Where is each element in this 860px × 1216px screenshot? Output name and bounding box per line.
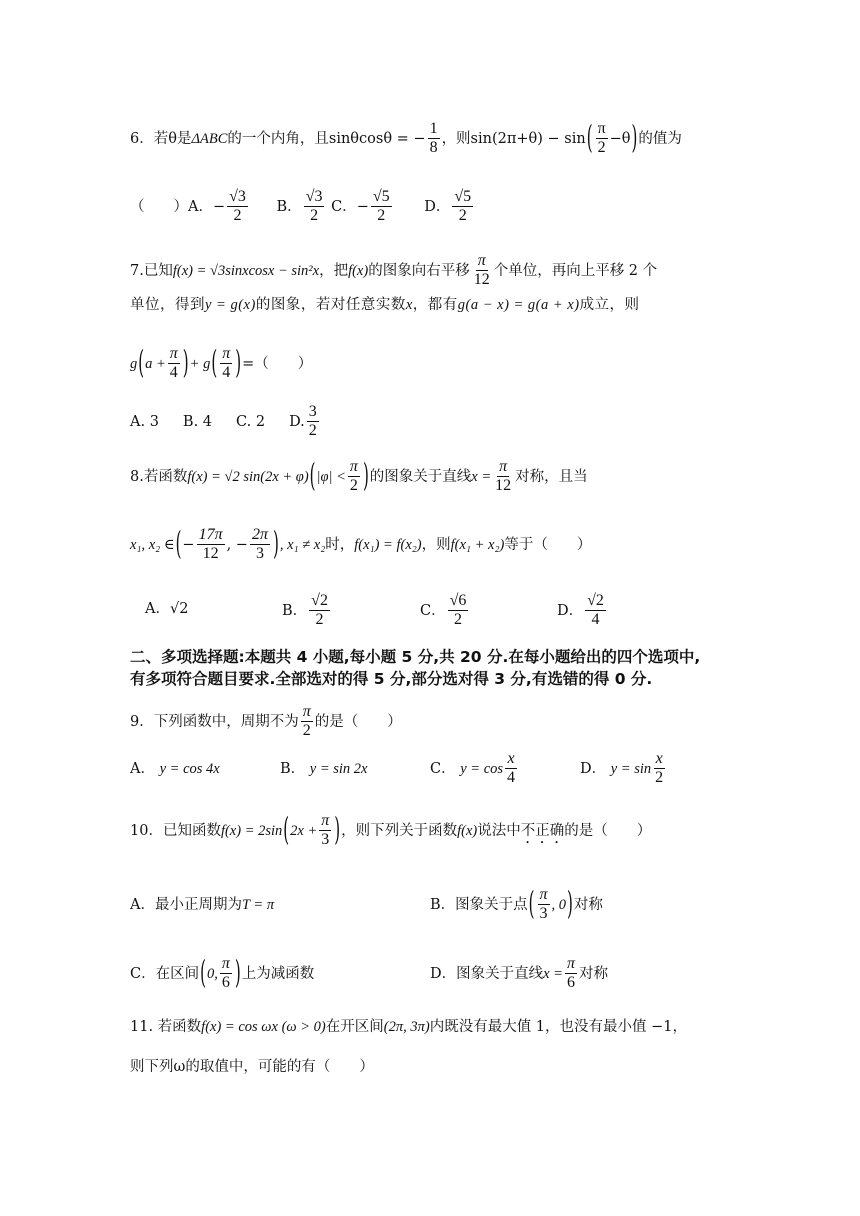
- q6-C-sign: −: [356, 198, 369, 215]
- q9-option-B: B．: [280, 761, 306, 777]
- q8-option-C-wrap: [420, 592, 470, 630]
- q7-options: [130, 403, 321, 441]
- q10-option-B-frac: $\frac{\pi}{3}$: [539, 886, 548, 923]
- q8-frac3: $\frac{17\pi}{12}$: [198, 526, 223, 563]
- q8-l1f: 对称，且当: [515, 468, 588, 485]
- q7-option-D: D.: [289, 413, 305, 430]
- q6-arg-tail: −θ: [609, 130, 631, 147]
- q11-line1: [130, 1020, 687, 1035]
- q7-frac2: $\frac{\pi}{4}$: [222, 345, 231, 382]
- q8-x1x2: x₁, x₂ ∈: [130, 536, 175, 553]
- q9-option-C: C．: [430, 760, 456, 777]
- q7-l1c: ，把: [319, 262, 349, 279]
- q9-option-B-value: y = sin 2x: [309, 761, 368, 777]
- q8-option-A-wrap: [145, 602, 188, 617]
- q10-emphasis: 不正确: [520, 822, 565, 839]
- q8-option-A: A．: [145, 601, 170, 617]
- q8-option-B-frac: $\frac{√2}{2}$: [311, 592, 328, 629]
- q10-option-C-head: 0,: [206, 965, 218, 982]
- q8-fsum: f(x₁ + x₂): [450, 536, 505, 553]
- q6-C-label: C．: [331, 198, 357, 215]
- q7-fx: f(x): [348, 262, 369, 279]
- q9-option-A-value: y = cos 4x: [159, 761, 220, 777]
- q7-shift-fraction: $\frac{\pi}{12}$: [473, 252, 490, 289]
- q8-option-C: C．: [420, 602, 446, 619]
- q7-option-C: C. 2: [236, 413, 266, 430]
- q11-a: 11. 若函数: [130, 1019, 202, 1035]
- q8-option-B: B．: [282, 602, 308, 619]
- q8-line2: x₁, x₂ ∈(− $\frac{17\pi}{12}$ , − $\frac{2\pi}{3}$ ), x₁ ≠ x₂时，f(x₁) = f(x₂)，则f(x₁ + x₂)等于（ ）: [130, 524, 592, 563]
- q10-option-C-frac: $\frac{\pi}{6}$: [221, 955, 230, 992]
- q9-option-D-frac: $\frac{x}{2}$: [655, 750, 664, 787]
- q9-frac: $\frac{\pi}{2}$: [302, 703, 311, 740]
- q7-plus-g: + g: [189, 355, 211, 372]
- q10-option-A-value: T = π: [241, 897, 275, 913]
- q10-option-D: D．图象关于直线: [430, 965, 544, 982]
- q11-e: 内既没有最大值 1，也没有最小值 −1，: [429, 1019, 688, 1035]
- q8-l2g: 等于（ ）: [504, 536, 592, 553]
- q8-l1d: 的图象关于直线: [369, 468, 472, 485]
- q10-option-A: A．最小正周期为: [130, 897, 242, 913]
- q7-option-D-frac: $\frac{3}{2}$: [308, 403, 317, 440]
- q6-B-label: B．: [276, 198, 302, 215]
- q7-option-B: B. 4: [182, 413, 213, 430]
- q10-option-D-wrap: [430, 955, 608, 993]
- q8-option-D: D．: [557, 602, 584, 619]
- q10-fx: f(x): [457, 822, 478, 839]
- q10-option-C-wrap: C．在区间(0, $\frac{\pi}{6}$ )上为减函数: [130, 953, 315, 992]
- q7-l1f: 个单位，再向上平移 2 个: [493, 262, 658, 279]
- q9-option-A: A．: [130, 761, 155, 777]
- q9-option-D: D．: [580, 760, 607, 777]
- q7-l2e: ，都有: [412, 297, 458, 313]
- q10-option-B-wrap: B．图象关于点( $\frac{\pi}{3}$ , 0)对称: [430, 884, 603, 923]
- q8-line1: 8.若函数f(x) = √2 sin(2x + φ)(|φ| < $\frac{\pi}{2}$ )的图象关于直线x = $\frac{\pi}{12}$ 对称，且当: [130, 456, 588, 495]
- q7-l1e: 的图象向右平移: [368, 262, 470, 279]
- q9-option-C-frac: $\frac{x}{4}$: [507, 750, 516, 787]
- q6-option-D: $\frac{√5}{2}$: [454, 188, 472, 225]
- q10-option-C-end: 上为减函数: [241, 965, 315, 982]
- q10-option-D-value: x =: [543, 965, 563, 982]
- q10-option-D-end: 对称: [579, 965, 608, 982]
- q7-a-plus: a +: [145, 355, 166, 372]
- q8-x-eq: x =: [471, 468, 492, 485]
- q6-blank: （ ）A．: [130, 198, 213, 215]
- q10-option-B-end: 对称: [573, 896, 603, 913]
- q10-stem: 10．已知函数f(x) = 2sin(2x + $\frac{\pi}{3}$ )，则下列关于函数f(x)说法中不正确的是（ ）: [130, 810, 652, 849]
- q6-D-label: D．: [424, 198, 451, 215]
- q7-l3d: =（ ）: [242, 355, 313, 372]
- q7-option-A: A. 3: [130, 413, 159, 430]
- q7-l2a: 单位，得到: [130, 297, 205, 313]
- section2-heading-line2: 有多项符合题目要求.全部选对的得 5 分,部分选对得 3 分,有选错的得 0 分.: [130, 670, 653, 688]
- q8-option-C-frac: $\frac{√6}{2}$: [449, 592, 467, 629]
- q8-l1a: 8.若函数: [130, 468, 188, 485]
- q8-option-D-wrap: [557, 592, 608, 630]
- q6-option-B: $\frac{√3}{2}$: [305, 188, 323, 225]
- q7-g1: g: [130, 355, 138, 372]
- q6-suffix: 的值为: [638, 130, 682, 147]
- q9-option-D-value: y = sin: [610, 760, 652, 777]
- q8-option-D-frac: $\frac{√2}{4}$: [587, 592, 604, 629]
- q9-option-D-wrap: [580, 750, 667, 788]
- q10-arg: 2x +: [290, 822, 318, 839]
- q8-frac2: $\frac{\pi}{12}$: [495, 458, 512, 495]
- q9-stem: [130, 703, 402, 741]
- q8-equal: f(x₁) = f(x₂): [354, 536, 422, 553]
- q9-stem-a: 9．下列函数中，周期不为: [130, 713, 299, 730]
- q7-line2: [130, 298, 640, 313]
- q8-l2c: 时，: [325, 536, 355, 553]
- q6-arg-fraction: $\frac{\pi}{2}$: [597, 120, 606, 157]
- q11-line2: 则下列ω的取值中，可能的有（ ）: [130, 1059, 374, 1075]
- q7-line3: g(a + $\frac{\pi}{4}$ )+ g( $\frac{\pi}{4}$ )=（ ）: [130, 343, 313, 382]
- q9-stem-b: 的是（ ）: [314, 713, 402, 730]
- section2-heading-line1: 二、多项选择题:本题共 4 小题,每小题 5 分,共 20 分.在每小题给出的四个选项中,: [130, 648, 701, 666]
- q6-fraction: $\frac{1}{8}$: [429, 120, 438, 157]
- q8-option-A-value: √2: [169, 601, 189, 617]
- q6-mid2: ，则sin(2π+θ) − sin: [441, 130, 586, 147]
- q11-interval: (2π, 3π): [383, 1019, 430, 1035]
- q10-option-B: B．图象关于点: [430, 896, 528, 913]
- q10-f: 的是（ ）: [564, 822, 652, 839]
- q9-option-A-wrap: [130, 762, 220, 777]
- q9-option-C-wrap: [430, 750, 519, 788]
- q9-option-C-value: y = cos: [460, 760, 504, 777]
- q10-e: 说法中: [477, 822, 521, 839]
- q8-option-B-wrap: [282, 592, 332, 630]
- q8-phi-bound: |φ| <: [316, 468, 346, 485]
- q10-option-C: C．在区间: [130, 965, 200, 982]
- q6-prefix: 6．若θ是: [130, 130, 192, 147]
- q7-l2c: 的图象，若对任意实数: [255, 297, 406, 313]
- q6-option-A: $\frac{√3}{2}$: [229, 188, 246, 225]
- q8-neq: , x₁ ≠ x₂: [279, 536, 326, 553]
- q8-frac4: $\frac{2\pi}{3}$: [251, 526, 268, 563]
- q11-function: f(x) = cos ωx (ω > 0): [201, 1019, 326, 1035]
- q7-gx: y = g(x): [205, 297, 256, 313]
- q7-l2g: 成立，则: [579, 297, 640, 313]
- q10-function: f(x) = 2sin: [220, 822, 283, 839]
- q6-mid1: 的一个内角，且sinθcosθ = −: [227, 130, 426, 147]
- q10-c: ，则下列关于函数: [341, 822, 458, 839]
- q6-line1: 6．若θ是ΔABC的一个内角，且sinθcosθ = − $\frac{1}{8}$ ，则sin(2π+θ) − sin( $\frac{\pi}{2}$ −θ)的值为: [130, 118, 682, 157]
- q8-l2e: ，则: [421, 536, 451, 553]
- q6-options: [130, 188, 475, 226]
- q11-c: 在开区间: [325, 1019, 384, 1035]
- q10-option-D-frac: $\frac{\pi}{6}$: [566, 955, 575, 992]
- q8-frac1: $\frac{\pi}{2}$: [349, 458, 358, 495]
- q9-option-B-wrap: [280, 762, 367, 777]
- q7-l1a: 7.已知: [130, 262, 173, 279]
- q6-option-C: $\frac{√5}{2}$: [372, 188, 390, 225]
- q8-function: f(x) = √2 sin(2x + φ): [187, 468, 309, 485]
- q10-option-B-tail: , 0: [551, 896, 567, 913]
- q7-x: x: [405, 297, 413, 313]
- q6-A-sign: −: [212, 198, 226, 215]
- q10-frac: $\frac{\pi}{3}$: [321, 812, 330, 849]
- q7-symmetry: g(a − x) = g(a + x): [457, 297, 580, 313]
- q7-frac1: $\frac{\pi}{4}$: [169, 345, 178, 382]
- q7-function: f(x) = √3sinxcosx − sin²x: [172, 262, 320, 279]
- q10-option-A-wrap: [130, 898, 274, 913]
- q6-triangle: ΔABC: [191, 130, 228, 147]
- q10-a: 10．已知函数: [130, 822, 221, 839]
- q7-line1: [130, 252, 657, 290]
